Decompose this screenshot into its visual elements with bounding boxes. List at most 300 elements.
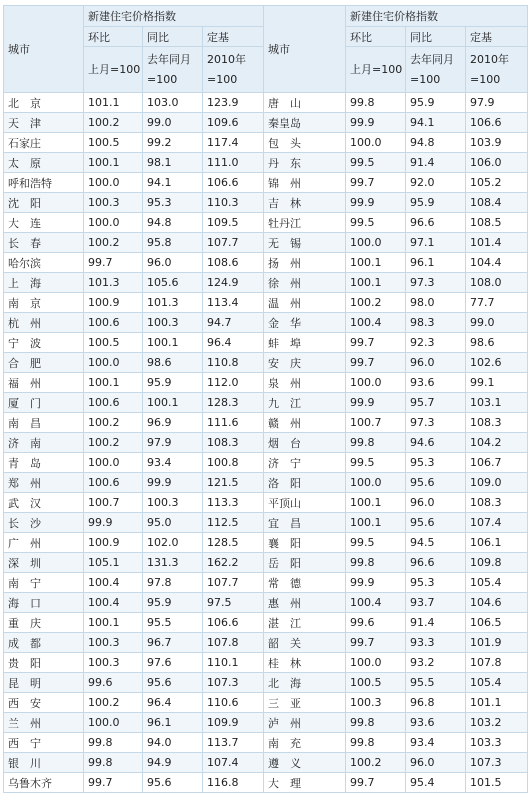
table-row xyxy=(4,353,528,373)
city-cell: 蚌 埠 xyxy=(264,333,346,353)
yoy-cell: 95.4 xyxy=(406,773,466,793)
fixed-cell: 110.3 xyxy=(203,193,264,213)
yoy-cell: 95.0 xyxy=(143,513,203,533)
table-row xyxy=(4,93,528,113)
mom-cell: 100.6 xyxy=(84,473,143,493)
mom-cell: 99.7 xyxy=(346,333,406,353)
yoy-cell: 102.0 xyxy=(143,533,203,553)
yoy-cell: 100.1 xyxy=(143,333,203,353)
index-group-header-right: 新建住宅价格指数 xyxy=(346,6,528,27)
yoy-cell: 96.7 xyxy=(143,633,203,653)
yoy-cell: 99.9 xyxy=(143,473,203,493)
mom-cell: 99.5 xyxy=(346,533,406,553)
table-row xyxy=(4,293,528,313)
mom-cell: 100.3 xyxy=(84,653,143,673)
mom-cell: 99.7 xyxy=(346,353,406,373)
city-cell: 包 头 xyxy=(264,133,346,153)
fixed-cell: 113.7 xyxy=(203,733,264,753)
fixed-cell: 111.6 xyxy=(203,413,264,433)
city-cell: 石家庄 xyxy=(4,133,84,153)
fixed-cell: 107.4 xyxy=(203,753,264,773)
city-cell: 牡丹江 xyxy=(264,213,346,233)
yoy-cell: 95.3 xyxy=(406,573,466,593)
fixed-cell: 101.1 xyxy=(466,693,528,713)
yoy-cell: 103.0 xyxy=(143,93,203,113)
city-column-header-right: 城市 xyxy=(264,6,346,93)
yoy-cell: 95.9 xyxy=(406,193,466,213)
yoy-header-right: 同比 xyxy=(406,27,466,47)
city-cell: 沈 阳 xyxy=(4,193,84,213)
fixed-cell: 112.0 xyxy=(203,373,264,393)
yoy-cell: 93.4 xyxy=(406,733,466,753)
table-row xyxy=(4,533,528,553)
yoy-cell: 98.6 xyxy=(143,353,203,373)
city-cell: 赣 州 xyxy=(264,413,346,433)
mom-cell: 100.1 xyxy=(84,153,143,173)
city-cell: 金 华 xyxy=(264,313,346,333)
fixed-header-right: 定基 xyxy=(466,27,528,47)
city-cell: 温 州 xyxy=(264,293,346,313)
header-row-group xyxy=(4,6,528,27)
mom-cell: 99.5 xyxy=(346,153,406,173)
city-cell: 南 昌 xyxy=(4,413,84,433)
fixed-base-left: 2010年=100 xyxy=(203,47,264,93)
yoy-cell: 95.6 xyxy=(406,473,466,493)
city-cell: 长 春 xyxy=(4,233,84,253)
fixed-cell: 106.6 xyxy=(203,173,264,193)
table-row xyxy=(4,493,528,513)
fixed-cell: 113.3 xyxy=(203,493,264,513)
mom-cell: 100.4 xyxy=(84,573,143,593)
yoy-cell: 96.0 xyxy=(143,253,203,273)
city-cell: 北 海 xyxy=(264,673,346,693)
fixed-cell: 108.6 xyxy=(203,253,264,273)
table-row xyxy=(4,273,528,293)
mom-cell: 100.5 xyxy=(346,673,406,693)
city-cell: 广 州 xyxy=(4,533,84,553)
mom-cell: 99.9 xyxy=(346,113,406,133)
yoy-cell: 96.0 xyxy=(406,753,466,773)
mom-cell: 100.2 xyxy=(84,413,143,433)
yoy-cell: 95.5 xyxy=(406,673,466,693)
yoy-cell: 96.1 xyxy=(406,253,466,273)
fixed-cell: 101.4 xyxy=(466,233,528,253)
yoy-cell: 96.6 xyxy=(406,553,466,573)
city-cell: 湛 江 xyxy=(264,613,346,633)
fixed-cell: 107.3 xyxy=(466,753,528,773)
mom-cell: 100.7 xyxy=(346,413,406,433)
city-cell: 海 口 xyxy=(4,593,84,613)
yoy-cell: 93.2 xyxy=(406,653,466,673)
fixed-cell: 96.4 xyxy=(203,333,264,353)
yoy-cell: 95.8 xyxy=(143,233,203,253)
mom-cell: 99.9 xyxy=(346,393,406,413)
mom-cell: 100.6 xyxy=(84,393,143,413)
mom-cell: 99.8 xyxy=(346,553,406,573)
mom-cell: 100.9 xyxy=(84,293,143,313)
yoy-cell: 95.6 xyxy=(143,773,203,793)
fixed-cell: 106.6 xyxy=(203,613,264,633)
fixed-cell: 112.5 xyxy=(203,513,264,533)
table-body xyxy=(4,93,528,793)
city-cell: 南 宁 xyxy=(4,573,84,593)
mom-header-left: 环比 xyxy=(84,27,143,47)
city-cell: 福 州 xyxy=(4,373,84,393)
fixed-cell: 106.5 xyxy=(466,613,528,633)
yoy-cell: 98.1 xyxy=(143,153,203,173)
fixed-cell: 108.3 xyxy=(466,413,528,433)
mom-cell: 100.4 xyxy=(84,593,143,613)
table-row xyxy=(4,673,528,693)
table-row xyxy=(4,113,528,133)
mom-cell: 99.5 xyxy=(346,213,406,233)
yoy-cell: 94.6 xyxy=(406,433,466,453)
mom-cell: 100.9 xyxy=(84,533,143,553)
city-cell: 兰 州 xyxy=(4,713,84,733)
mom-cell: 100.6 xyxy=(84,313,143,333)
fixed-cell: 101.9 xyxy=(466,633,528,653)
city-cell: 长 沙 xyxy=(4,513,84,533)
table-row xyxy=(4,313,528,333)
mom-cell: 100.0 xyxy=(346,473,406,493)
mom-cell: 99.7 xyxy=(84,773,143,793)
table-row xyxy=(4,653,528,673)
table-row xyxy=(4,773,528,793)
mom-cell: 100.3 xyxy=(346,693,406,713)
fixed-cell: 105.4 xyxy=(466,573,528,593)
mom-cell: 99.7 xyxy=(346,773,406,793)
yoy-cell: 96.9 xyxy=(143,413,203,433)
mom-cell: 100.0 xyxy=(84,453,143,473)
fixed-cell: 107.7 xyxy=(203,573,264,593)
fixed-cell: 104.2 xyxy=(466,433,528,453)
city-cell: 桂 林 xyxy=(264,653,346,673)
city-cell: 惠 州 xyxy=(264,593,346,613)
mom-cell: 99.8 xyxy=(346,93,406,113)
mom-cell: 100.2 xyxy=(84,433,143,453)
table-row xyxy=(4,573,528,593)
yoy-cell: 91.4 xyxy=(406,153,466,173)
city-cell: 大 连 xyxy=(4,213,84,233)
mom-cell: 100.0 xyxy=(84,213,143,233)
fixed-cell: 113.4 xyxy=(203,293,264,313)
mom-cell: 100.2 xyxy=(346,753,406,773)
yoy-cell: 95.5 xyxy=(143,613,203,633)
fixed-cell: 104.6 xyxy=(466,593,528,613)
yoy-cell: 96.4 xyxy=(143,693,203,713)
city-cell: 大 理 xyxy=(264,773,346,793)
fixed-cell: 107.7 xyxy=(203,233,264,253)
city-cell: 三 亚 xyxy=(264,693,346,713)
yoy-cell: 96.8 xyxy=(406,693,466,713)
city-cell: 上 海 xyxy=(4,273,84,293)
table-row xyxy=(4,513,528,533)
yoy-cell: 105.6 xyxy=(143,273,203,293)
mom-cell: 100.4 xyxy=(346,593,406,613)
city-cell: 郑 州 xyxy=(4,473,84,493)
city-cell: 西 宁 xyxy=(4,733,84,753)
yoy-cell: 95.6 xyxy=(143,673,203,693)
fixed-cell: 103.1 xyxy=(466,393,528,413)
fixed-cell: 107.8 xyxy=(203,633,264,653)
city-cell: 武 汉 xyxy=(4,493,84,513)
fixed-cell: 103.2 xyxy=(466,713,528,733)
yoy-cell: 97.9 xyxy=(143,433,203,453)
yoy-cell: 94.8 xyxy=(406,133,466,153)
fixed-cell: 107.3 xyxy=(203,673,264,693)
yoy-cell: 100.3 xyxy=(143,313,203,333)
fixed-cell: 97.5 xyxy=(203,593,264,613)
yoy-base-left: 去年同月=100 xyxy=(143,47,203,93)
city-cell: 厦 门 xyxy=(4,393,84,413)
city-cell: 宁 波 xyxy=(4,333,84,353)
city-cell: 常 德 xyxy=(264,573,346,593)
yoy-cell: 95.9 xyxy=(143,373,203,393)
mom-cell: 99.9 xyxy=(346,573,406,593)
yoy-cell: 95.3 xyxy=(406,453,466,473)
table-row xyxy=(4,473,528,493)
city-cell: 哈尔滨 xyxy=(4,253,84,273)
mom-cell: 100.5 xyxy=(84,333,143,353)
fixed-cell: 109.5 xyxy=(203,213,264,233)
yoy-cell: 94.1 xyxy=(406,113,466,133)
city-column-header-left: 城市 xyxy=(4,6,84,93)
city-cell: 昆 明 xyxy=(4,673,84,693)
yoy-cell: 100.3 xyxy=(143,493,203,513)
city-cell: 济 南 xyxy=(4,433,84,453)
fixed-cell: 104.4 xyxy=(466,253,528,273)
fixed-cell: 99.1 xyxy=(466,373,528,393)
mom-cell: 99.8 xyxy=(346,433,406,453)
city-cell: 泸 州 xyxy=(264,713,346,733)
yoy-cell: 93.3 xyxy=(406,633,466,653)
city-cell: 韶 关 xyxy=(264,633,346,653)
city-cell: 丹 东 xyxy=(264,153,346,173)
fixed-cell: 108.4 xyxy=(466,193,528,213)
index-group-header-left: 新建住宅价格指数 xyxy=(84,6,264,27)
city-cell: 深 圳 xyxy=(4,553,84,573)
city-cell: 岳 阳 xyxy=(264,553,346,573)
mom-cell: 100.7 xyxy=(84,493,143,513)
city-cell: 洛 阳 xyxy=(264,473,346,493)
fixed-cell: 98.6 xyxy=(466,333,528,353)
city-cell: 济 宁 xyxy=(264,453,346,473)
fixed-cell: 105.2 xyxy=(466,173,528,193)
yoy-cell: 93.4 xyxy=(143,453,203,473)
table-row xyxy=(4,593,528,613)
yoy-cell: 131.3 xyxy=(143,553,203,573)
city-cell: 南 充 xyxy=(264,733,346,753)
mom-cell: 100.0 xyxy=(346,373,406,393)
table-row xyxy=(4,553,528,573)
table-row xyxy=(4,753,528,773)
yoy-cell: 94.8 xyxy=(143,213,203,233)
city-cell: 银 川 xyxy=(4,753,84,773)
mom-cell: 100.3 xyxy=(84,193,143,213)
city-cell: 太 原 xyxy=(4,153,84,173)
fixed-cell: 107.8 xyxy=(466,653,528,673)
mom-cell: 99.8 xyxy=(84,753,143,773)
city-cell: 安 庆 xyxy=(264,353,346,373)
mom-cell: 100.0 xyxy=(84,713,143,733)
mom-cell: 100.5 xyxy=(84,133,143,153)
city-cell: 南 京 xyxy=(4,293,84,313)
city-cell: 锦 州 xyxy=(264,173,346,193)
fixed-cell: 162.2 xyxy=(203,553,264,573)
yoy-cell: 96.0 xyxy=(406,353,466,373)
mom-cell: 100.0 xyxy=(346,653,406,673)
yoy-cell: 95.3 xyxy=(143,193,203,213)
fixed-cell: 77.7 xyxy=(466,293,528,313)
yoy-cell: 91.4 xyxy=(406,613,466,633)
housing-price-index-table xyxy=(3,5,528,793)
yoy-cell: 101.3 xyxy=(143,293,203,313)
table-row xyxy=(4,453,528,473)
fixed-cell: 100.8 xyxy=(203,453,264,473)
yoy-cell: 95.7 xyxy=(406,393,466,413)
table-row xyxy=(4,693,528,713)
city-cell: 徐 州 xyxy=(264,273,346,293)
city-cell: 吉 林 xyxy=(264,193,346,213)
city-cell: 宜 昌 xyxy=(264,513,346,533)
mom-cell: 100.1 xyxy=(346,253,406,273)
mom-cell: 100.1 xyxy=(346,493,406,513)
city-cell: 乌鲁木齐 xyxy=(4,773,84,793)
yoy-cell: 94.0 xyxy=(143,733,203,753)
city-cell: 扬 州 xyxy=(264,253,346,273)
fixed-cell: 107.4 xyxy=(466,513,528,533)
fixed-cell: 128.3 xyxy=(203,393,264,413)
fixed-cell: 108.3 xyxy=(466,493,528,513)
fixed-cell: 109.6 xyxy=(203,113,264,133)
yoy-cell: 97.1 xyxy=(406,233,466,253)
mom-cell: 100.2 xyxy=(84,113,143,133)
city-cell: 唐 山 xyxy=(264,93,346,113)
table-row xyxy=(4,133,528,153)
fixed-cell: 117.4 xyxy=(203,133,264,153)
mom-base-left: 上月=100 xyxy=(84,47,143,93)
fixed-cell: 110.6 xyxy=(203,693,264,713)
yoy-cell: 93.7 xyxy=(406,593,466,613)
fixed-cell: 108.3 xyxy=(203,433,264,453)
yoy-cell: 95.6 xyxy=(406,513,466,533)
mom-cell: 99.8 xyxy=(346,713,406,733)
fixed-cell: 110.8 xyxy=(203,353,264,373)
fixed-cell: 106.0 xyxy=(466,153,528,173)
fixed-cell: 109.9 xyxy=(203,713,264,733)
yoy-header-left: 同比 xyxy=(143,27,203,47)
city-cell: 泉 州 xyxy=(264,373,346,393)
yoy-cell: 99.0 xyxy=(143,113,203,133)
mom-cell: 101.3 xyxy=(84,273,143,293)
fixed-cell: 106.6 xyxy=(466,113,528,133)
fixed-cell: 124.9 xyxy=(203,273,264,293)
city-cell: 襄 阳 xyxy=(264,533,346,553)
mom-cell: 100.1 xyxy=(84,373,143,393)
fixed-header-left: 定基 xyxy=(203,27,264,47)
city-cell: 合 肥 xyxy=(4,353,84,373)
yoy-cell: 95.9 xyxy=(406,93,466,113)
yoy-cell: 96.6 xyxy=(406,213,466,233)
mom-cell: 100.1 xyxy=(84,613,143,633)
table-row xyxy=(4,173,528,193)
fixed-base-right: 2010年=100 xyxy=(466,47,528,93)
mom-cell: 100.2 xyxy=(346,293,406,313)
mom-cell: 99.7 xyxy=(346,173,406,193)
table-row xyxy=(4,393,528,413)
city-cell: 秦皇岛 xyxy=(264,113,346,133)
yoy-cell: 97.6 xyxy=(143,653,203,673)
mom-cell: 99.7 xyxy=(346,633,406,653)
fixed-cell: 110.1 xyxy=(203,653,264,673)
yoy-cell: 99.2 xyxy=(143,133,203,153)
city-cell: 重 庆 xyxy=(4,613,84,633)
fixed-cell: 101.5 xyxy=(466,773,528,793)
mom-cell: 99.9 xyxy=(84,513,143,533)
table-row xyxy=(4,193,528,213)
mom-cell: 99.5 xyxy=(346,453,406,473)
table-row xyxy=(4,613,528,633)
yoy-cell: 95.9 xyxy=(143,593,203,613)
city-cell: 北 京 xyxy=(4,93,84,113)
mom-cell: 105.1 xyxy=(84,553,143,573)
mom-cell: 99.7 xyxy=(84,253,143,273)
fixed-cell: 128.5 xyxy=(203,533,264,553)
fixed-cell: 123.9 xyxy=(203,93,264,113)
table-header xyxy=(4,6,528,93)
mom-cell: 99.8 xyxy=(84,733,143,753)
mom-cell: 100.0 xyxy=(346,133,406,153)
table-row xyxy=(4,253,528,273)
mom-cell: 101.1 xyxy=(84,93,143,113)
mom-cell: 100.0 xyxy=(84,173,143,193)
city-cell: 遵 义 xyxy=(264,753,346,773)
mom-base-right: 上月=100 xyxy=(346,47,406,93)
city-cell: 呼和浩特 xyxy=(4,173,84,193)
city-cell: 西 安 xyxy=(4,693,84,713)
fixed-cell: 102.6 xyxy=(466,353,528,373)
table-row xyxy=(4,373,528,393)
fixed-cell: 106.1 xyxy=(466,533,528,553)
fixed-cell: 105.4 xyxy=(466,673,528,693)
yoy-cell: 92.0 xyxy=(406,173,466,193)
mom-cell: 99.8 xyxy=(346,733,406,753)
city-cell: 烟 台 xyxy=(264,433,346,453)
table-row xyxy=(4,153,528,173)
mom-cell: 100.2 xyxy=(84,233,143,253)
table-row xyxy=(4,333,528,353)
mom-cell: 100.1 xyxy=(346,273,406,293)
yoy-cell: 97.3 xyxy=(406,273,466,293)
city-cell: 杭 州 xyxy=(4,313,84,333)
mom-cell: 99.6 xyxy=(84,673,143,693)
yoy-cell: 93.6 xyxy=(406,373,466,393)
mom-header-right: 环比 xyxy=(346,27,406,47)
table-row xyxy=(4,233,528,253)
yoy-base-right: 去年同月=100 xyxy=(406,47,466,93)
fixed-cell: 121.5 xyxy=(203,473,264,493)
fixed-cell: 97.9 xyxy=(466,93,528,113)
fixed-cell: 108.5 xyxy=(466,213,528,233)
yoy-cell: 96.0 xyxy=(406,493,466,513)
fixed-cell: 108.0 xyxy=(466,273,528,293)
city-cell: 天 津 xyxy=(4,113,84,133)
yoy-cell: 97.8 xyxy=(143,573,203,593)
yoy-cell: 98.0 xyxy=(406,293,466,313)
mom-cell: 100.4 xyxy=(346,313,406,333)
yoy-cell: 93.6 xyxy=(406,713,466,733)
mom-cell: 100.2 xyxy=(84,693,143,713)
